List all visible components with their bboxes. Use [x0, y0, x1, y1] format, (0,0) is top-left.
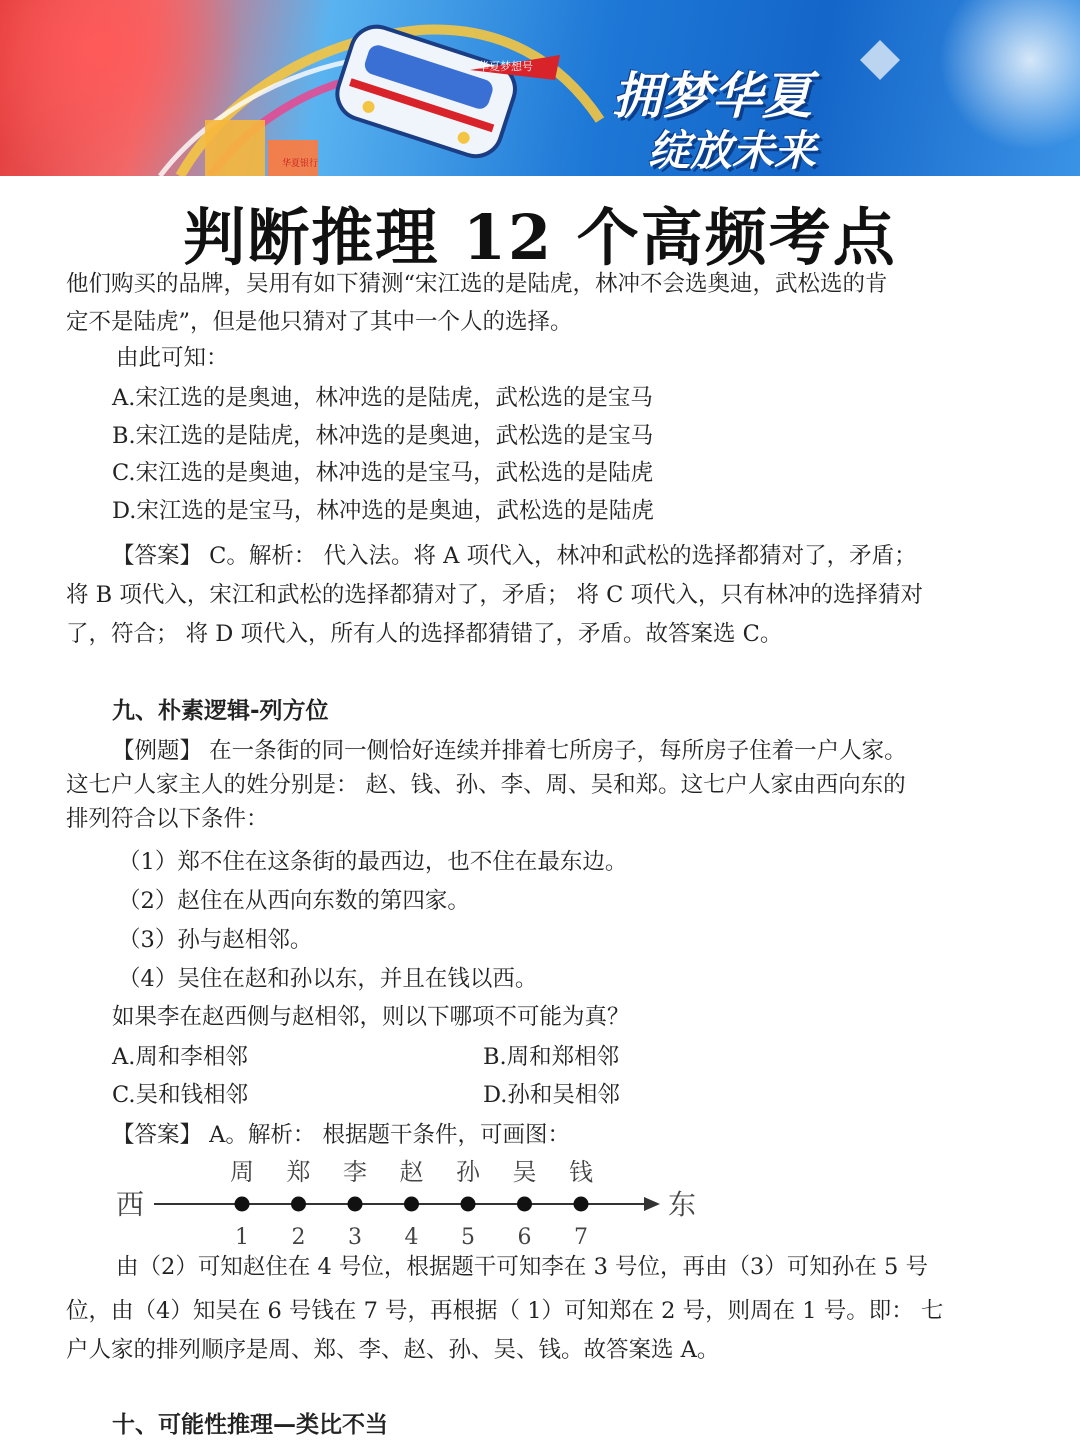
train-sign-text: 华夏梦想号	[478, 60, 533, 73]
diagram-position-number: 6	[517, 1225, 532, 1250]
s9-condition-1: （1）郑不住在这条街的最西边，也不住在最东边。	[118, 849, 628, 875]
train-illustration	[0, 0, 1080, 176]
diagram-position-dot	[461, 1197, 476, 1212]
s9-option-d: D.孙和吴相邻	[483, 1082, 620, 1108]
banner-slogan-line1: 拥梦华夏	[612, 67, 812, 125]
page-title: 判断推理 12 个高频考点	[183, 201, 897, 274]
diagram-position-number: 4	[404, 1225, 419, 1250]
s9-explain-line-1: 由（2）可知赵住在 4 号位，根据题干可知李在 3 号位，再由（3）可知孙在 5 号	[116, 1254, 928, 1280]
diagram-name-label: 孙	[456, 1158, 480, 1186]
q8-option-b: B.宋江选的是陆虎，林冲选的是奥迪，武松选的是宝马	[112, 423, 654, 449]
q8-option-a: A.宋江选的是奥迪，林冲选的是陆虎，武松选的是宝马	[112, 385, 653, 411]
s9-question: 如果李在赵西侧与赵相邻，则以下哪项不可能为真？	[112, 1004, 630, 1030]
position-diagram	[100, 1152, 720, 1252]
header-banner	[0, 0, 1080, 176]
diagram-position-dot	[574, 1197, 589, 1212]
s9-option-b: B.周和郑相邻	[483, 1044, 620, 1070]
s9-option-c: C.吴和钱相邻	[112, 1082, 249, 1108]
diagram-position-dot	[291, 1197, 306, 1212]
banner-slogan-line2: 绽放未来	[648, 126, 817, 175]
diagram-position-number: 5	[461, 1225, 475, 1250]
q8-line-2: 定不是陆虎”，但是他只猜对了其中一个人的选择。	[66, 309, 573, 335]
diagram-position-dot	[404, 1197, 419, 1212]
diagram-name-label: 郑	[286, 1158, 311, 1186]
q8-line-1: 他们购买的品牌，吴用有如下猜测“宋江选的是陆虎，林冲不会选奥迪，武松选的肯	[66, 271, 888, 297]
diagram-position-number: 1	[235, 1225, 249, 1250]
diagram-name-label: 赵	[399, 1158, 424, 1186]
s9-condition-3: （3）孙与赵相邻。	[118, 927, 313, 953]
diagram-position-number: 3	[348, 1225, 362, 1250]
bank-sign-text: 华夏银行	[282, 159, 319, 169]
q8-answer-line-3: 了，符合； 将 D 项代入，所有人的选择都猜错了，矛盾。故答案选 C。	[66, 621, 783, 647]
diagram-position-dot	[235, 1197, 250, 1212]
q8-answer-line-1: 【答案】 C。解析： 代入法。将 A 项代入，林冲和武松的选择都猜对了，矛盾；	[112, 543, 917, 569]
diagram-name-label: 吴	[512, 1158, 537, 1186]
diagram-position-dot	[348, 1197, 363, 1212]
s9-intro-line-2: 这七户人家主人的姓分别是： 赵、钱、孙、李、周、吴和郑。这七户人家由西向东的	[66, 772, 906, 798]
s9-intro-line-3: 排列符合以下条件：	[66, 806, 269, 832]
diagram-position-number: 7	[574, 1225, 588, 1250]
s9-condition-2: （2）赵住在从西向东数的第四家。	[118, 888, 470, 914]
s9-answer: 【答案】 A。解析： 根据题干条件，可画图：	[112, 1122, 571, 1148]
q8-answer-line-2: 将 B 项代入，宋江和武松的选择都猜对了，矛盾； 将 C 项代入，只有林冲的选择猜对	[66, 582, 924, 608]
q8-option-d: D.宋江选的是宝马，林冲选的是奥迪，武松选的是陆虎	[112, 498, 654, 524]
q8-option-c: C.宋江选的是奥迪，林冲选的是宝马，武松选的是陆虎	[112, 460, 654, 486]
q8-line-3: 由此可知：	[116, 345, 229, 371]
s9-condition-4: （4）吴住在赵和孙以东，并且在钱以西。	[118, 966, 538, 992]
diagram-east-label: 东	[668, 1188, 697, 1221]
s9-explain-line-2: 位，由（4）知吴在 6 号钱在 7 号，再根据（ 1）可知郑在 2 号，则周在 1 号。即： 七	[66, 1298, 944, 1324]
diagram-name-label: 李	[343, 1158, 367, 1186]
diagram-name-label: 周	[230, 1158, 254, 1186]
diagram-west-label: 西	[116, 1188, 145, 1221]
diagram-position-number: 2	[291, 1225, 306, 1250]
s9-option-a: A.周和李相邻	[112, 1044, 248, 1070]
diagram-position-dot	[517, 1197, 532, 1212]
s9-explain-line-3: 户人家的排列顺序是周、郑、李、赵、孙、吴、钱。故答案选 A。	[66, 1337, 720, 1363]
section-9-heading: 九、朴素逻辑-列方位	[112, 698, 329, 724]
diagram-arrow-head	[644, 1197, 660, 1211]
s9-intro-line-1: 【例题】 在一条街的同一侧恰好连续并排着七所房子，每所房子住着一户人家。	[112, 738, 907, 764]
diagram-name-label: 钱	[569, 1158, 593, 1186]
section-10-heading: 十、可能性推理—类比不当	[112, 1412, 388, 1438]
